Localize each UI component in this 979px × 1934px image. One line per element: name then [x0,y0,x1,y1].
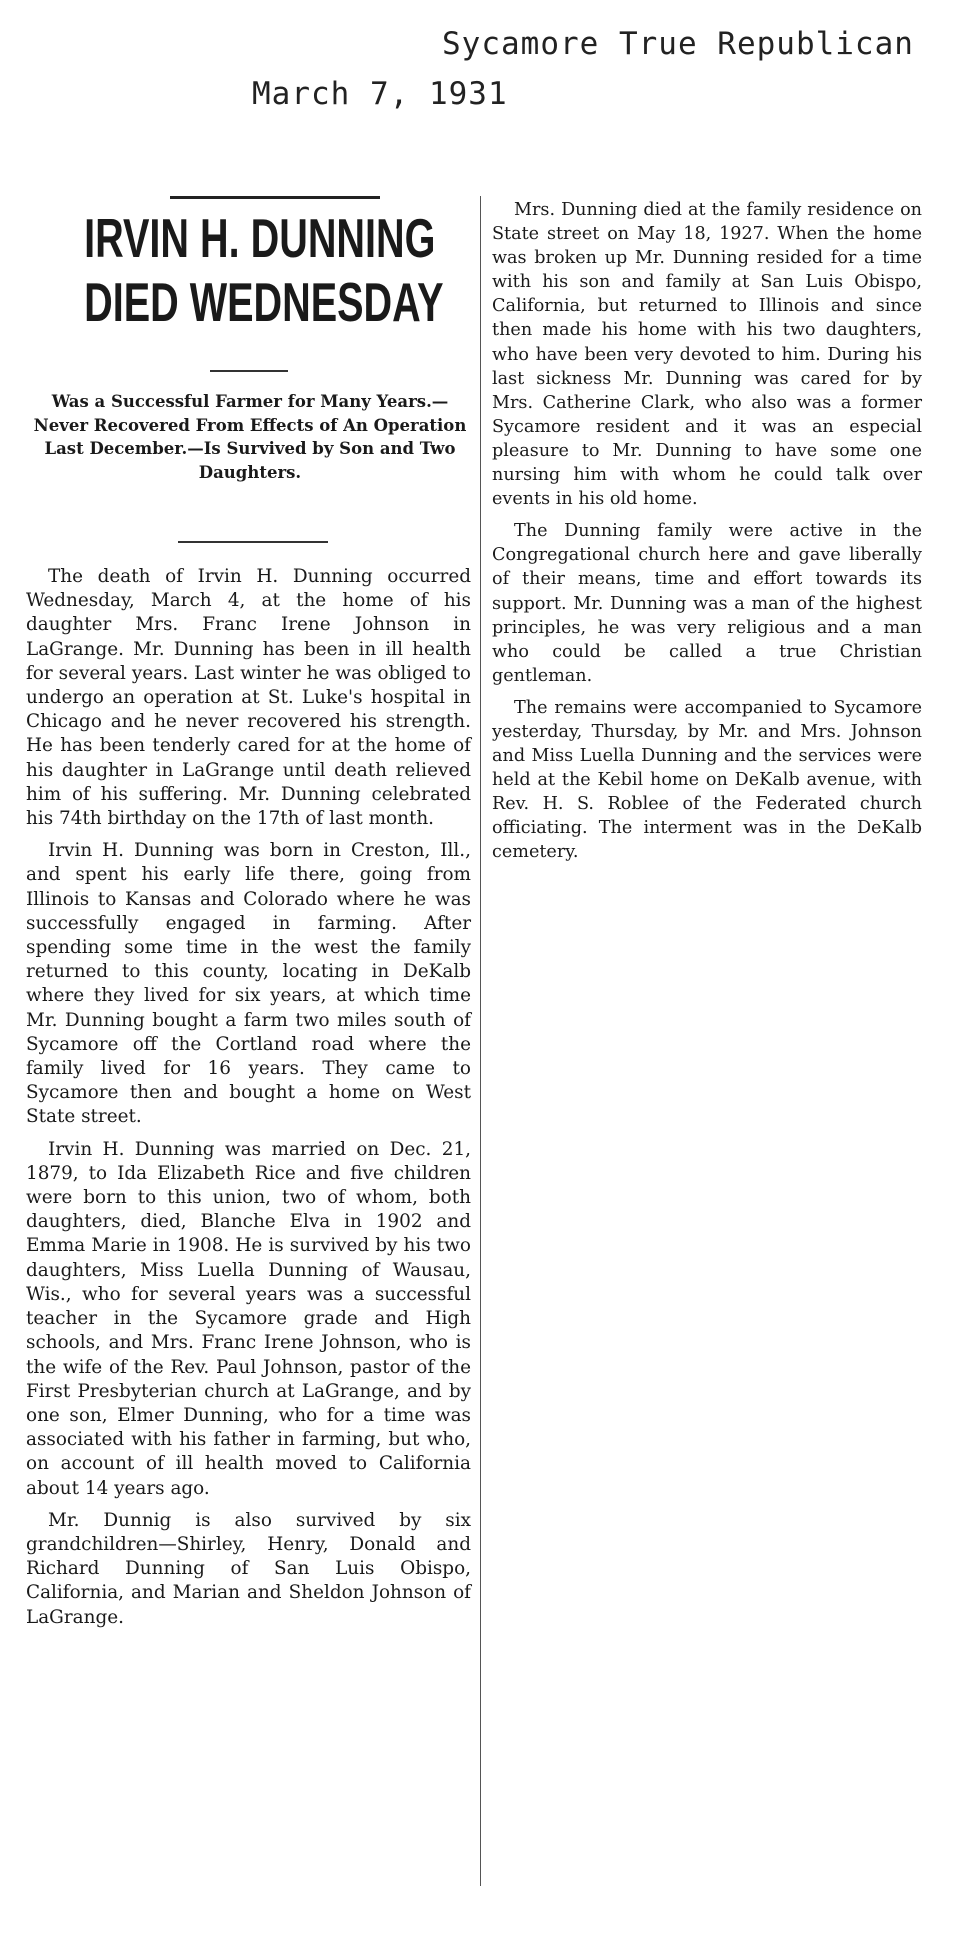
clipping-date: March 7, 1931 [252,76,508,112]
paragraph: The remains were accompanied to Sycamore yesterday, Thursday, by Mr. and Mrs. Johnson and Miss Luella Dunning and the services were held at the Kebil home on DeKalb avenue, with Rev. H. S. Roblee of the Federated church officiating. The interment was in the DeKalb cemetery. [492,697,922,863]
headline-top-rule [170,196,380,199]
paragraph: Mr. Dunnig is also survived by six grandchildren—Shirley, Henry, Donald and Richard Dunning of San Luis Obispo, California, and Marian and Sheldon Johnson of LaGrange. [26,1509,471,1628]
article-right-column [492,198,922,865]
subheadline-deck: Was a Successful Farmer for Many Years.—Never Recovered From Effects of An Operation Last December.—Is Survived by Son and Two Daughters. [33,392,467,482]
headline-line-1: IRVIN H. DUNNING [84,207,436,269]
deck-divider [178,541,328,543]
paragraph: The death of Irvin H. Dunning occurred Wednesday, March 4, at the home of his daughter Mrs. Franc Irene Johnson in LaGrange. Mr. Dunning has been in ill health for several years. Last winter he was obliged to undergo an operation at St. Luke's hospital in Chicago and he never recovered his strength. He has been tenderly cared for at the home of his daughter in LaGrange until death relieved him of his suffering. Mr. Dunning celebrated his 74th birthday on the 17th of last month. [26,566,471,830]
paragraph: Irvin H. Dunning was married on Dec. 21, 1879, to Ida Elizabeth Rice and five children were born to this union, two of whom, both daughters, died, Blanche Elva in 1902 and Emma Marie in 1908. He is survived by his two daughters, Miss Luella Dunning of Wausau, Wis., who for several years was a successful teacher in the Sycamore grade and High schools, and Mrs. Franc Irene Johnson, who is the wife of the Rev. Paul Johnson, pastor of the First Presbyterian church at LaGrange, and by one son, Elmer Dunning, who for a time was associated with his father in farming, but who, on account of ill health moved to California about 14 years ago. [26,1138,471,1499]
headline-line-2: DIED WEDNESDAY [84,271,444,333]
paragraph: Irvin H. Dunning was born in Creston, Ill., and spent his early life there, going from Illinois to Kansas and Colorado where he was successfully engaged in farming. After spending some time in the west the family returned to this county, locating in DeKalb where they lived for six years, at which time Mr. Dunning bought a farm two miles south of Sycamore off the Cortland road where the family lived for 16 years. They came to Sycamore then and bought a home on West State street. [26,840,471,1128]
headline-divider [210,370,288,372]
paragraph: The Dunning family were active in the Congregational church here and gave liberally of their means, time and effort towards its support. Mr. Dunning was a man of the highest principles, he was very religious and a man who could be called a true Christian gentleman. [492,521,922,686]
article-left-column [26,565,471,1630]
clipping-source: Sycamore True Republican [442,26,914,62]
paragraph: Mrs. Dunning died at the family residence on State street on May 18, 1927. When the home was broken up Mr. Dunning resided for a time with his son and family at San Luis Obispo, California, but returned to Illinois and since then made his home with his two daughters, who have been very devoted to him. During his last sickness Mr. Dunning was cared for by Mrs. Catherine Clark, who also was a former Sycamore resident and it was an especial pleasure to Mr. Dunning to have some one nursing him with whom he could talk over events in his old home. [492,200,922,510]
headline [20,206,478,334]
column-rule [480,196,481,1886]
